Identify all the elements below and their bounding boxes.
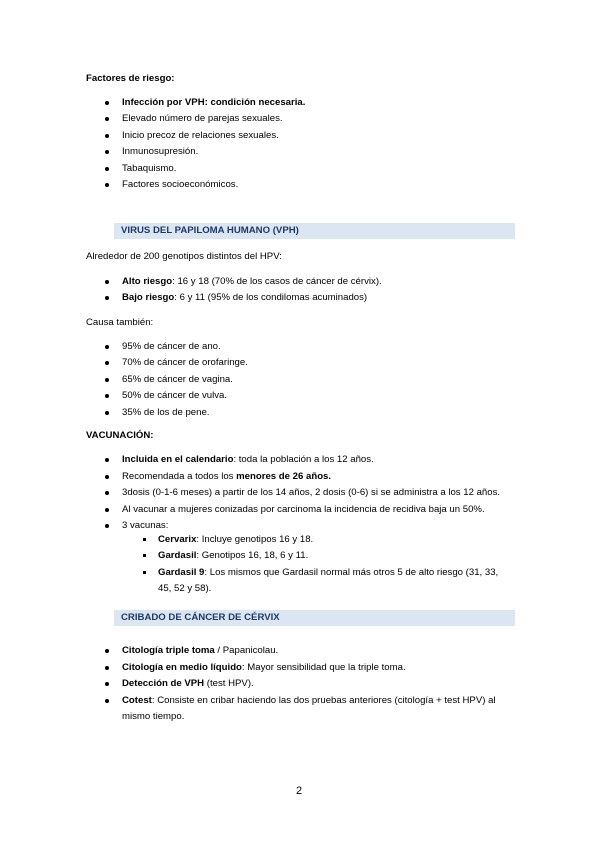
vaccine-cervarix-bold: Cervarix bbox=[158, 534, 197, 545]
cause-item-2: 70% de cáncer de orofaringe. bbox=[122, 357, 248, 368]
vaccine-gardasil bbox=[158, 550, 308, 562]
bullet-icon bbox=[105, 411, 109, 415]
screening-item-4-continued: mismo tiempo. bbox=[122, 711, 185, 722]
bullet-icon bbox=[105, 649, 109, 653]
vaccination-item-3: 3dosis (0-1-6 meses) a partir de los 14 años, 2 dosis (0-6) si se administra a los 12 años. bbox=[122, 487, 501, 498]
vaccine-gardasil9-text: : Los mismos que Gardasil normal más otros 5 de alto riesgo (31, 33, bbox=[204, 567, 499, 578]
bullet-icon bbox=[105, 345, 109, 349]
page-number: 2 bbox=[296, 785, 303, 797]
bullet-icon bbox=[105, 666, 109, 670]
vph-item-high-risk bbox=[122, 276, 382, 288]
cause-item-1: 95% de cáncer de ano. bbox=[122, 341, 221, 352]
vaccine-gardasil-bold: Gardasil bbox=[158, 550, 197, 561]
bullet-icon bbox=[105, 508, 109, 512]
vaccine-cervarix-text: : Incluye genotipos 16 y 18. bbox=[196, 534, 314, 545]
bullet-icon bbox=[105, 183, 109, 187]
bullet-icon bbox=[105, 280, 109, 284]
bullet-icon bbox=[105, 475, 109, 479]
bullet-icon bbox=[105, 458, 109, 462]
screening-item-4 bbox=[122, 695, 496, 707]
screening-item-2 bbox=[122, 662, 406, 674]
risk-item-5: Tabaquismo. bbox=[122, 163, 177, 174]
vaccine-gardasil9-bold: Gardasil 9 bbox=[158, 567, 205, 578]
bullet-icon bbox=[105, 394, 109, 398]
vph-item-low-risk-bold: Bajo riesgo bbox=[122, 292, 175, 303]
vaccination-item-1-bold: Incluida en el calendario bbox=[122, 454, 234, 465]
cause-item-4: 50% de cáncer de vulva. bbox=[122, 390, 228, 401]
vaccination-heading: VACUNACIÓN: bbox=[86, 430, 154, 441]
vaccine-gardasil-text: : Genotipos 16, 18, 6 y 11. bbox=[196, 550, 309, 561]
bullet-icon bbox=[105, 117, 109, 121]
square-bullet-icon bbox=[143, 538, 146, 541]
vaccination-item-2 bbox=[122, 471, 331, 483]
vaccination-item-1-text: : toda la población a los 12 años. bbox=[233, 454, 374, 465]
bullet-icon bbox=[105, 524, 109, 528]
screening-item-3 bbox=[122, 678, 254, 690]
screening-item-4-text: : Consiste en cribar haciendo las dos pruebas anteriores (citología + test HPV) al bbox=[151, 695, 496, 706]
vph-item-low-risk bbox=[122, 292, 367, 304]
square-bullet-icon bbox=[143, 554, 146, 557]
risk-factors-heading: Factores de riesgo: bbox=[86, 73, 175, 84]
vaccination-item-2-text: Recomendada a todos los bbox=[122, 471, 237, 482]
vaccination-item-1 bbox=[122, 454, 374, 466]
vaccine-cervarix bbox=[158, 534, 313, 546]
risk-item-4: Inmunosupresión. bbox=[122, 146, 199, 157]
bullet-icon bbox=[105, 491, 109, 495]
screening-item-3-bold: Detección de VPH bbox=[122, 678, 205, 689]
bullet-icon bbox=[105, 378, 109, 382]
square-bullet-icon bbox=[143, 571, 146, 574]
cause-item-5: 35% de los de pene. bbox=[122, 407, 210, 418]
vaccination-item-5: 3 vacunas: bbox=[122, 520, 169, 531]
vaccine-gardasil9-continued: 45, 52 y 58). bbox=[158, 583, 212, 594]
risk-item-2: Elevado número de parejas sexuales. bbox=[122, 113, 283, 124]
vaccination-item-4: Al vacunar a mujeres conizadas por carcinoma la incidencia de recidiva baja un 50%. bbox=[122, 504, 485, 515]
risk-item-1: Infección por VPH: condición necesaria. bbox=[122, 97, 306, 108]
risk-item-3: Inicio precoz de relaciones sexuales. bbox=[122, 130, 279, 141]
vph-item-low-risk-text: : 6 y 11 (95% de los condilomas acuminados) bbox=[174, 292, 368, 303]
section-title-screening: CRIBADO DE CÁNCER DE CÉRVIX bbox=[121, 612, 280, 623]
screening-item-2-bold: Citología en medio líquido bbox=[122, 662, 242, 673]
screening-item-4-bold: Cotest bbox=[122, 695, 152, 706]
screening-item-2-text: : Mayor sensibilidad que la triple toma. bbox=[241, 662, 406, 673]
bullet-icon bbox=[105, 296, 109, 300]
vph-intro: Alrededor de 200 genotipos distintos del HPV: bbox=[86, 251, 282, 262]
bullet-icon bbox=[105, 150, 109, 154]
bullet-icon bbox=[105, 699, 109, 703]
bullet-icon bbox=[105, 134, 109, 138]
vaccination-item-2-bold: menores de 26 años. bbox=[236, 471, 332, 482]
screening-item-1-bold: Citología triple toma bbox=[122, 645, 215, 656]
risk-item-6: Factores socioeconómicos. bbox=[122, 179, 239, 190]
screening-item-1 bbox=[122, 645, 278, 657]
vaccine-gardasil9 bbox=[158, 567, 498, 579]
section-title-vph: VIRUS DEL PAPILOMA HUMANO (VPH) bbox=[121, 225, 299, 236]
vph-item-high-risk-text: : 16 y 18 (70% de los casos de cáncer de cérvix). bbox=[172, 276, 382, 287]
bullet-icon bbox=[105, 167, 109, 171]
bullet-icon bbox=[105, 361, 109, 365]
causes-heading: Causa también: bbox=[86, 317, 154, 328]
bullet-icon bbox=[105, 682, 109, 686]
vph-item-high-risk-bold: Alto riesgo bbox=[122, 276, 173, 287]
bullet-icon bbox=[105, 101, 109, 105]
cause-item-3: 65% de cáncer de vagina. bbox=[122, 374, 233, 385]
screening-item-1-text: / Papanicolau. bbox=[214, 645, 279, 656]
screening-item-3-text: (test HPV). bbox=[204, 678, 254, 689]
